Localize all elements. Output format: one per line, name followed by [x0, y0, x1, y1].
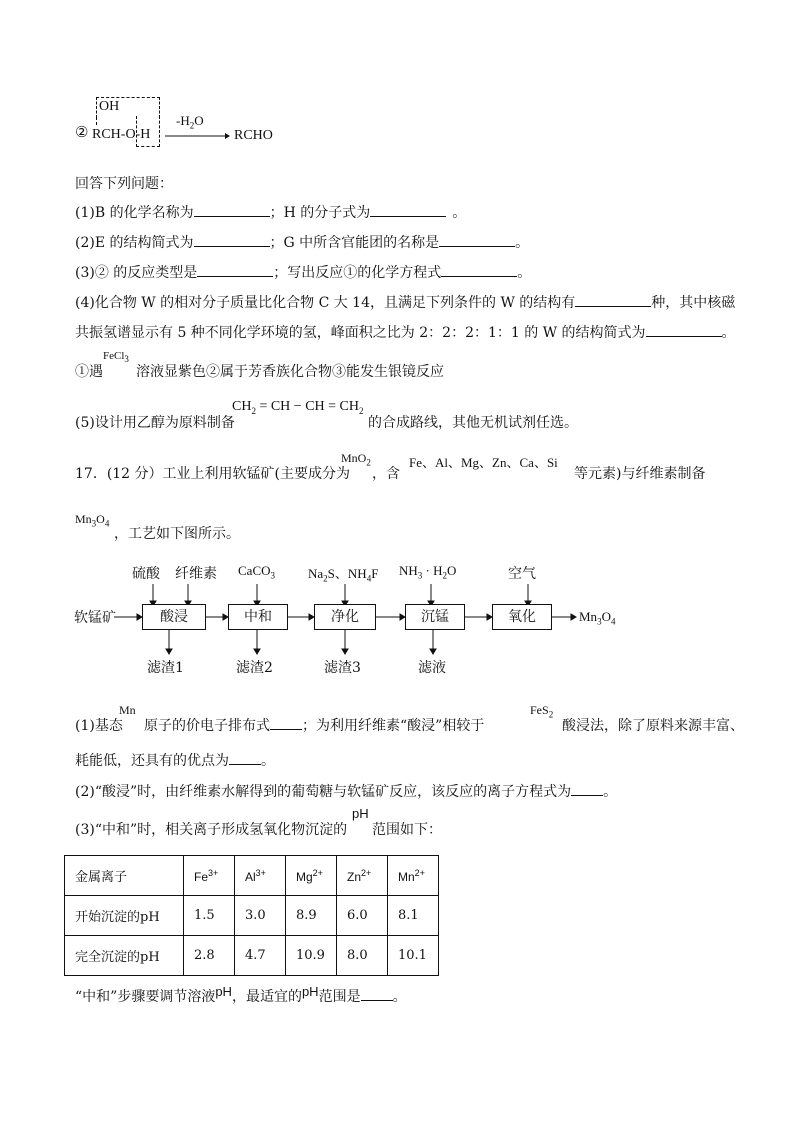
answer-blank[interactable]: [194, 204, 270, 217]
q17-part3-question: [75, 986, 407, 1006]
q17-text-tail: 等元素)与纤维素制备: [574, 466, 706, 482]
q1-text-a: (1)B 的化学名称为: [75, 205, 194, 221]
q17-text-tail2: ，工艺如下图所示。: [114, 526, 240, 542]
answer-blank[interactable]: [229, 752, 261, 765]
q17-text-head: 17．(12 分）工业上利用软锰矿(主要成分为: [75, 466, 351, 482]
q16-intro: 回答下列问题：: [75, 176, 173, 192]
table-cell: 开始沉淀的pH: [65, 896, 184, 936]
q17-part2: [75, 781, 617, 801]
input-ammonia-water: $NH_3 \cdot H_2O$: [399, 563, 457, 581]
p4-text-c: 范围是: [318, 989, 361, 1005]
cond-text-b: 溶液显紫色②属于芳香族化合物③能发生银镜反应: [136, 364, 444, 380]
q2-text-c: 。: [515, 235, 530, 251]
q3-text-b: ；写出反应①的化学方程式: [273, 265, 442, 281]
p2-text-b: 。: [603, 784, 618, 800]
table-row: [65, 896, 439, 936]
p2-text-a: (2)“酸浸”时，由纤维素水解得到的葡萄糖与软锰矿反应，该反应的离子方程式为: [75, 784, 572, 800]
q16-part4-line1: [75, 292, 735, 312]
q4-text-d: 。: [721, 325, 736, 341]
reaction-product: RCHO: [234, 128, 273, 143]
mn3o4-formula: $Mn_3O_4$: [75, 512, 110, 529]
fes2-formula: FeS$_2$: [530, 703, 554, 720]
answer-blank[interactable]: [439, 234, 515, 247]
input-caco3: CaCO$_3$: [238, 563, 275, 581]
q4-text-a: (4)化合物 W 的相对分子质量比化合物 C 大 14，且满足下列条件的 W 的结构有: [75, 295, 576, 311]
q3-text-a: (3)② 的反应类型是: [75, 265, 198, 281]
table-header-cell: $Al^{3+}$: [235, 856, 286, 896]
q1-text-b: ；H 的分子式为: [269, 205, 371, 221]
step-neutralize: 中和: [228, 604, 288, 630]
flow-product: $Mn_3O_4$: [579, 609, 616, 627]
mn-symbol: Mn: [119, 703, 136, 717]
ph-label: pH: [215, 984, 232, 999]
table-cell: 6.0: [337, 896, 388, 936]
answer-blank[interactable]: [441, 264, 517, 277]
q17-text-mid: ，含: [372, 466, 400, 482]
q2-text-a: (2)E 的结构简式为: [75, 235, 194, 251]
answer-blank[interactable]: [646, 324, 722, 337]
step-oxidize: 氧化: [492, 604, 552, 630]
p1-line2: [75, 750, 275, 770]
table-cell: 完全沉淀的pH: [65, 936, 184, 976]
input-cellulose: 纤维素: [175, 566, 217, 582]
p3-text-b: 范围如下：: [372, 822, 442, 838]
p4-text-d: 。: [392, 989, 407, 1005]
q5-text-b: 的合成路线，其他无机试剂任选。: [368, 415, 578, 431]
step-acid-leach: 酸浸: [142, 604, 206, 630]
q5-text-a: (5)设计用乙醇为原料制备: [75, 415, 235, 431]
table-cell: 1.5: [184, 896, 235, 936]
q2-text-b: ；G 中所含官能团的名称是: [269, 235, 440, 251]
table-header-cell: $Fe^{3+}$: [184, 856, 235, 896]
q4-text-c: 共振氢谱显示有 5 种不同化学环境的氢，峰面积之比为 2：2：2：1：1 的 W 的结构简式为: [75, 325, 646, 341]
output-residue-3: 滤渣3: [324, 660, 361, 676]
table-cell: 8.9: [286, 896, 337, 936]
butadiene-formula: $CH_2$ = CH − CH = $CH_2$: [232, 399, 364, 416]
output-residue-2: 滤渣2: [236, 660, 273, 676]
source-pyrolusite: 软锰矿: [74, 610, 116, 626]
answer-blank[interactable]: [197, 264, 273, 277]
answer-blank[interactable]: [194, 234, 270, 247]
q16-part3: [75, 262, 531, 282]
table-cell: 10.9: [286, 936, 337, 976]
table-cell: 4.7: [235, 936, 286, 976]
q4-text-b: 种，其中核磁: [651, 295, 736, 311]
input-sulfuric-acid: 硫酸: [132, 566, 160, 582]
p4-text-b: ，最适宜的: [231, 989, 302, 1005]
reaction-condition: $-H_2O$: [176, 113, 204, 131]
ph-label: pH: [352, 806, 369, 821]
p1-text-e: 耗能低，还具有的优点为: [75, 753, 229, 769]
p1-text-f: 。: [261, 753, 275, 769]
step-precipitate-mn: 沉锰: [405, 604, 465, 630]
precipitation-ph-table: [64, 855, 439, 976]
table-cell: 10.1: [388, 936, 439, 976]
table-cell: 8.1: [388, 896, 439, 936]
p1-text-b: 原子的价电子排布式: [144, 718, 270, 734]
answer-blank[interactable]: [370, 204, 446, 217]
answer-blank[interactable]: [270, 717, 302, 730]
p4-text-a: “中和”步骤要调节溶液: [75, 989, 216, 1005]
q16-part2: [75, 232, 529, 252]
fecl3-formula: FeCl$_3$: [103, 350, 129, 365]
answer-blank[interactable]: [571, 783, 603, 796]
q16-part4-line2: [75, 322, 736, 342]
output-residue-1: 滤渣1: [147, 660, 184, 676]
table-cell: 2.8: [184, 936, 235, 976]
reaction-marker: ②: [75, 123, 89, 141]
q1-text-c: 。: [452, 205, 467, 221]
element-list: Fe、Al、Mg、Zn、Ca、Si: [409, 455, 558, 470]
table-header-cell: $Mn^{2+}$: [388, 856, 439, 896]
ph-label: pH: [301, 984, 319, 999]
reaction-arrow: [165, 131, 230, 141]
p1-text-a: (1)基态: [75, 718, 123, 734]
output-filtrate: 滤液: [418, 660, 446, 676]
p1-text-b-wrap: [144, 715, 484, 735]
rch-o-h: RCH-O-H: [92, 127, 151, 142]
table-cell: 3.0: [235, 896, 286, 936]
p1-text-c: ；为利用纤维素“酸浸”相较于: [302, 718, 485, 734]
table-header-row: [65, 856, 439, 896]
p3-text-a: (3)“中和”时，相关离子形成氢氧化物沉淀的: [75, 822, 348, 838]
answer-blank[interactable]: [361, 988, 393, 1001]
table-header-cell: 金属离子: [65, 856, 184, 896]
dashed-connector: [96, 117, 97, 125]
table-row: [65, 936, 439, 976]
cond-text-a: ①遇: [75, 364, 103, 380]
table-header-cell: $Zn^{2+}$: [337, 856, 388, 896]
step-purify: 净化: [314, 604, 376, 630]
mno2-formula: MnO$_2$: [341, 451, 371, 468]
table-cell: 8.0: [337, 936, 388, 976]
input-air: 空气: [508, 566, 536, 582]
q16-part1: [75, 202, 466, 222]
answer-blank[interactable]: [575, 294, 651, 307]
oh-group: OH: [99, 99, 120, 114]
table-header-cell: $Mg^{2+}$: [286, 856, 337, 896]
q3-text-c: 。: [517, 265, 532, 281]
p1-text-d: 酸浸法，除了原料来源丰富、: [562, 718, 744, 734]
input-na2s-nh4f: $Na_2S$、$NH_4F$: [308, 566, 379, 584]
